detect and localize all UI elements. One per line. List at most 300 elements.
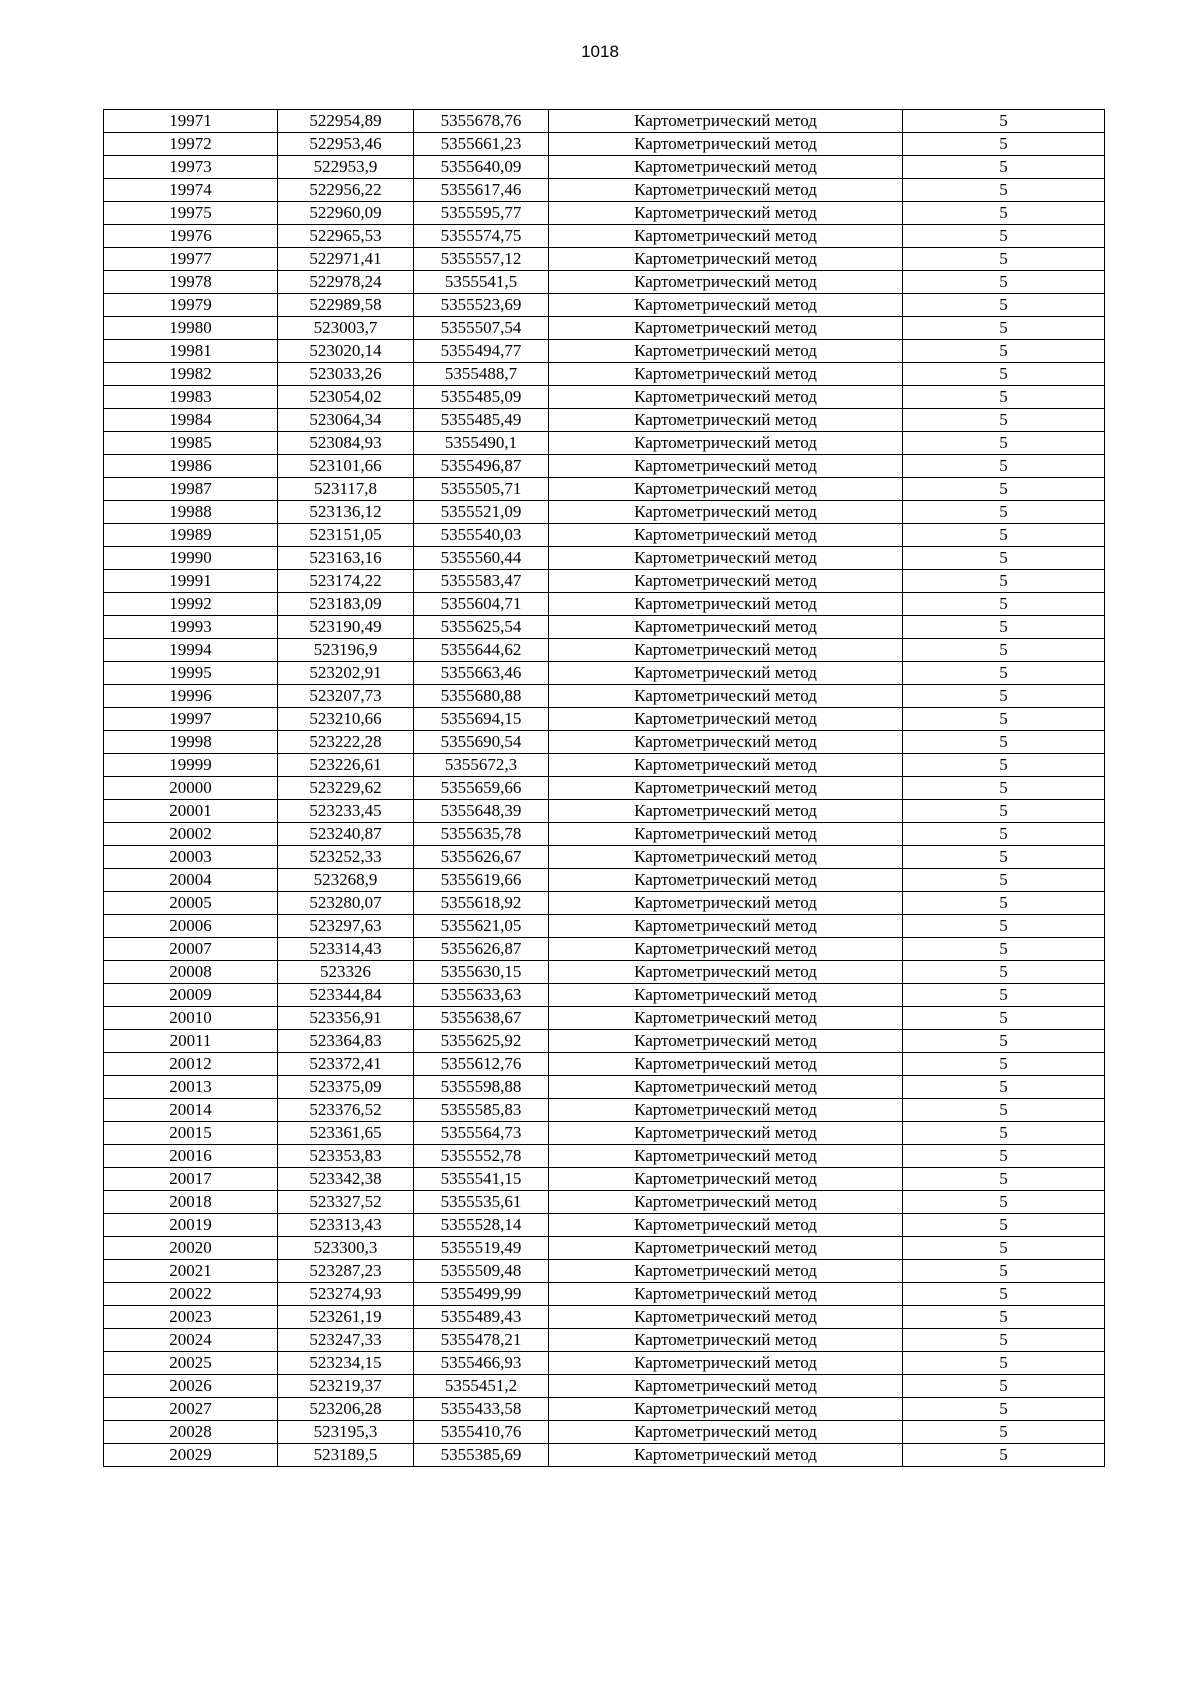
accuracy-cell: 5 bbox=[903, 1168, 1105, 1191]
x-coordinate-cell: 523280,07 bbox=[278, 892, 414, 915]
method-cell: Картометрический метод bbox=[549, 455, 903, 478]
x-coordinate-cell: 523353,83 bbox=[278, 1145, 414, 1168]
y-coordinate-cell: 5355638,67 bbox=[414, 1007, 549, 1030]
y-coordinate-cell: 5355564,73 bbox=[414, 1122, 549, 1145]
x-coordinate-cell: 523252,33 bbox=[278, 846, 414, 869]
table-row bbox=[104, 754, 1105, 777]
x-coordinate-cell: 523033,26 bbox=[278, 363, 414, 386]
point-number-cell: 19972 bbox=[104, 133, 278, 156]
point-number-cell: 20017 bbox=[104, 1168, 278, 1191]
accuracy-cell: 5 bbox=[903, 639, 1105, 662]
x-coordinate-cell: 523202,91 bbox=[278, 662, 414, 685]
y-coordinate-cell: 5355557,12 bbox=[414, 248, 549, 271]
x-coordinate-cell: 523226,61 bbox=[278, 754, 414, 777]
table-row bbox=[104, 800, 1105, 823]
x-coordinate-cell: 523206,28 bbox=[278, 1398, 414, 1421]
y-coordinate-cell: 5355694,15 bbox=[414, 708, 549, 731]
method-cell: Картометрический метод bbox=[549, 1329, 903, 1352]
accuracy-cell: 5 bbox=[903, 1076, 1105, 1099]
accuracy-cell: 5 bbox=[903, 915, 1105, 938]
x-coordinate-cell: 523003,7 bbox=[278, 317, 414, 340]
point-number-cell: 20026 bbox=[104, 1375, 278, 1398]
table-row bbox=[104, 271, 1105, 294]
x-coordinate-cell: 522953,9 bbox=[278, 156, 414, 179]
point-number-cell: 20022 bbox=[104, 1283, 278, 1306]
accuracy-cell: 5 bbox=[903, 961, 1105, 984]
point-number-cell: 20024 bbox=[104, 1329, 278, 1352]
accuracy-cell: 5 bbox=[903, 110, 1105, 133]
y-coordinate-cell: 5355496,87 bbox=[414, 455, 549, 478]
point-number-cell: 19992 bbox=[104, 593, 278, 616]
table-row bbox=[104, 501, 1105, 524]
method-cell: Картометрический метод bbox=[549, 248, 903, 271]
method-cell: Картометрический метод bbox=[549, 662, 903, 685]
accuracy-cell: 5 bbox=[903, 570, 1105, 593]
y-coordinate-cell: 5355583,47 bbox=[414, 570, 549, 593]
y-coordinate-cell: 5355535,61 bbox=[414, 1191, 549, 1214]
accuracy-cell: 5 bbox=[903, 1329, 1105, 1352]
y-coordinate-cell: 5355672,3 bbox=[414, 754, 549, 777]
accuracy-cell: 5 bbox=[903, 1421, 1105, 1444]
table-row bbox=[104, 524, 1105, 547]
y-coordinate-cell: 5355630,15 bbox=[414, 961, 549, 984]
method-cell: Картометрический метод bbox=[549, 478, 903, 501]
accuracy-cell: 5 bbox=[903, 133, 1105, 156]
x-coordinate-cell: 523189,5 bbox=[278, 1444, 414, 1467]
x-coordinate-cell: 522954,89 bbox=[278, 110, 414, 133]
table-row bbox=[104, 1421, 1105, 1444]
x-coordinate-cell: 523344,84 bbox=[278, 984, 414, 1007]
accuracy-cell: 5 bbox=[903, 225, 1105, 248]
method-cell: Картометрический метод bbox=[549, 1030, 903, 1053]
accuracy-cell: 5 bbox=[903, 340, 1105, 363]
point-number-cell: 19980 bbox=[104, 317, 278, 340]
x-coordinate-cell: 522978,24 bbox=[278, 271, 414, 294]
y-coordinate-cell: 5355490,1 bbox=[414, 432, 549, 455]
accuracy-cell: 5 bbox=[903, 892, 1105, 915]
x-coordinate-cell: 523117,8 bbox=[278, 478, 414, 501]
x-coordinate-cell: 523314,43 bbox=[278, 938, 414, 961]
x-coordinate-cell: 522965,53 bbox=[278, 225, 414, 248]
accuracy-cell: 5 bbox=[903, 386, 1105, 409]
x-coordinate-cell: 523101,66 bbox=[278, 455, 414, 478]
accuracy-cell: 5 bbox=[903, 1122, 1105, 1145]
x-coordinate-cell: 522953,46 bbox=[278, 133, 414, 156]
table-row bbox=[104, 892, 1105, 915]
accuracy-cell: 5 bbox=[903, 754, 1105, 777]
x-coordinate-cell: 523196,9 bbox=[278, 639, 414, 662]
point-number-cell: 19998 bbox=[104, 731, 278, 754]
method-cell: Картометрический метод bbox=[549, 570, 903, 593]
table-row bbox=[104, 616, 1105, 639]
accuracy-cell: 5 bbox=[903, 547, 1105, 570]
y-coordinate-cell: 5355618,92 bbox=[414, 892, 549, 915]
table-row bbox=[104, 1168, 1105, 1191]
point-number-cell: 20010 bbox=[104, 1007, 278, 1030]
x-coordinate-cell: 523219,37 bbox=[278, 1375, 414, 1398]
accuracy-cell: 5 bbox=[903, 731, 1105, 754]
x-coordinate-cell: 523261,19 bbox=[278, 1306, 414, 1329]
point-number-cell: 19995 bbox=[104, 662, 278, 685]
x-coordinate-cell: 523364,83 bbox=[278, 1030, 414, 1053]
accuracy-cell: 5 bbox=[903, 1099, 1105, 1122]
x-coordinate-cell: 523020,14 bbox=[278, 340, 414, 363]
accuracy-cell: 5 bbox=[903, 409, 1105, 432]
method-cell: Картометрический метод bbox=[549, 340, 903, 363]
y-coordinate-cell: 5355499,99 bbox=[414, 1283, 549, 1306]
table-row bbox=[104, 1191, 1105, 1214]
method-cell: Картометрический метод bbox=[549, 892, 903, 915]
point-number-cell: 20028 bbox=[104, 1421, 278, 1444]
y-coordinate-cell: 5355626,67 bbox=[414, 846, 549, 869]
table-row bbox=[104, 1099, 1105, 1122]
x-coordinate-cell: 523247,33 bbox=[278, 1329, 414, 1352]
point-number-cell: 19996 bbox=[104, 685, 278, 708]
accuracy-cell: 5 bbox=[903, 501, 1105, 524]
method-cell: Картометрический метод bbox=[549, 1099, 903, 1122]
point-number-cell: 20011 bbox=[104, 1030, 278, 1053]
method-cell: Картометрический метод bbox=[549, 294, 903, 317]
table-row bbox=[104, 777, 1105, 800]
method-cell: Картометрический метод bbox=[549, 869, 903, 892]
x-coordinate-cell: 523313,43 bbox=[278, 1214, 414, 1237]
accuracy-cell: 5 bbox=[903, 708, 1105, 731]
method-cell: Картометрический метод bbox=[549, 616, 903, 639]
method-cell: Картометрический метод bbox=[549, 1053, 903, 1076]
table-row bbox=[104, 938, 1105, 961]
point-number-cell: 20013 bbox=[104, 1076, 278, 1099]
x-coordinate-cell: 523207,73 bbox=[278, 685, 414, 708]
y-coordinate-cell: 5355617,46 bbox=[414, 179, 549, 202]
x-coordinate-cell: 523234,15 bbox=[278, 1352, 414, 1375]
point-number-cell: 20020 bbox=[104, 1237, 278, 1260]
table-row bbox=[104, 639, 1105, 662]
x-coordinate-cell: 523300,3 bbox=[278, 1237, 414, 1260]
table-row bbox=[104, 846, 1105, 869]
method-cell: Картометрический метод bbox=[549, 386, 903, 409]
y-coordinate-cell: 5355521,09 bbox=[414, 501, 549, 524]
point-number-cell: 20012 bbox=[104, 1053, 278, 1076]
accuracy-cell: 5 bbox=[903, 777, 1105, 800]
x-coordinate-cell: 523274,93 bbox=[278, 1283, 414, 1306]
method-cell: Картометрический метод bbox=[549, 1398, 903, 1421]
method-cell: Картометрический метод bbox=[549, 317, 903, 340]
accuracy-cell: 5 bbox=[903, 938, 1105, 961]
method-cell: Картометрический метод bbox=[549, 938, 903, 961]
y-coordinate-cell: 5355595,77 bbox=[414, 202, 549, 225]
accuracy-cell: 5 bbox=[903, 685, 1105, 708]
table-row bbox=[104, 1306, 1105, 1329]
y-coordinate-cell: 5355541,5 bbox=[414, 271, 549, 294]
point-number-cell: 19987 bbox=[104, 478, 278, 501]
table-row bbox=[104, 915, 1105, 938]
x-coordinate-cell: 523210,66 bbox=[278, 708, 414, 731]
point-number-cell: 19999 bbox=[104, 754, 278, 777]
accuracy-cell: 5 bbox=[903, 478, 1105, 501]
point-number-cell: 20027 bbox=[104, 1398, 278, 1421]
point-number-cell: 20003 bbox=[104, 846, 278, 869]
x-coordinate-cell: 523375,09 bbox=[278, 1076, 414, 1099]
table-row bbox=[104, 225, 1105, 248]
table-row bbox=[104, 731, 1105, 754]
x-coordinate-cell: 522989,58 bbox=[278, 294, 414, 317]
accuracy-cell: 5 bbox=[903, 846, 1105, 869]
table-row bbox=[104, 685, 1105, 708]
method-cell: Картометрический метод bbox=[549, 1145, 903, 1168]
method-cell: Картометрический метод bbox=[549, 547, 903, 570]
y-coordinate-cell: 5355519,49 bbox=[414, 1237, 549, 1260]
point-number-cell: 20008 bbox=[104, 961, 278, 984]
table-row bbox=[104, 869, 1105, 892]
accuracy-cell: 5 bbox=[903, 179, 1105, 202]
x-coordinate-cell: 523297,63 bbox=[278, 915, 414, 938]
method-cell: Картометрический метод bbox=[549, 708, 903, 731]
method-cell: Картометрический метод bbox=[549, 271, 903, 294]
method-cell: Картометрический метод bbox=[549, 1214, 903, 1237]
x-coordinate-cell: 523342,38 bbox=[278, 1168, 414, 1191]
accuracy-cell: 5 bbox=[903, 1191, 1105, 1214]
table-row bbox=[104, 1053, 1105, 1076]
method-cell: Картометрический метод bbox=[549, 685, 903, 708]
x-coordinate-cell: 523233,45 bbox=[278, 800, 414, 823]
accuracy-cell: 5 bbox=[903, 1260, 1105, 1283]
y-coordinate-cell: 5355625,54 bbox=[414, 616, 549, 639]
accuracy-cell: 5 bbox=[903, 1030, 1105, 1053]
page-number: 1018 bbox=[581, 42, 619, 61]
method-cell: Картометрический метод bbox=[549, 363, 903, 386]
method-cell: Картометрический метод bbox=[549, 1283, 903, 1306]
x-coordinate-cell: 522956,22 bbox=[278, 179, 414, 202]
accuracy-cell: 5 bbox=[903, 363, 1105, 386]
y-coordinate-cell: 5355485,49 bbox=[414, 409, 549, 432]
method-cell: Картометрический метод bbox=[549, 823, 903, 846]
x-coordinate-cell: 523064,34 bbox=[278, 409, 414, 432]
point-number-cell: 19988 bbox=[104, 501, 278, 524]
y-coordinate-cell: 5355466,93 bbox=[414, 1352, 549, 1375]
y-coordinate-cell: 5355574,75 bbox=[414, 225, 549, 248]
y-coordinate-cell: 5355505,71 bbox=[414, 478, 549, 501]
y-coordinate-cell: 5355680,88 bbox=[414, 685, 549, 708]
point-number-cell: 19986 bbox=[104, 455, 278, 478]
x-coordinate-cell: 523229,62 bbox=[278, 777, 414, 800]
method-cell: Картометрический метод bbox=[549, 524, 903, 547]
accuracy-cell: 5 bbox=[903, 271, 1105, 294]
y-coordinate-cell: 5355690,54 bbox=[414, 731, 549, 754]
method-cell: Картометрический метод bbox=[549, 777, 903, 800]
table-row bbox=[104, 1007, 1105, 1030]
method-cell: Картометрический метод bbox=[549, 1076, 903, 1099]
method-cell: Картометрический метод bbox=[549, 1007, 903, 1030]
y-coordinate-cell: 5355433,58 bbox=[414, 1398, 549, 1421]
point-number-cell: 19984 bbox=[104, 409, 278, 432]
method-cell: Картометрический метод bbox=[549, 110, 903, 133]
accuracy-cell: 5 bbox=[903, 616, 1105, 639]
y-coordinate-cell: 5355494,77 bbox=[414, 340, 549, 363]
method-cell: Картометрический метод bbox=[549, 731, 903, 754]
accuracy-cell: 5 bbox=[903, 1237, 1105, 1260]
y-coordinate-cell: 5355478,21 bbox=[414, 1329, 549, 1352]
accuracy-cell: 5 bbox=[903, 1306, 1105, 1329]
point-number-cell: 19981 bbox=[104, 340, 278, 363]
accuracy-cell: 5 bbox=[903, 1352, 1105, 1375]
table-row bbox=[104, 1283, 1105, 1306]
point-number-cell: 20019 bbox=[104, 1214, 278, 1237]
x-coordinate-cell: 523190,49 bbox=[278, 616, 414, 639]
x-coordinate-cell: 523054,02 bbox=[278, 386, 414, 409]
accuracy-cell: 5 bbox=[903, 524, 1105, 547]
point-number-cell: 19994 bbox=[104, 639, 278, 662]
accuracy-cell: 5 bbox=[903, 248, 1105, 271]
y-coordinate-cell: 5355640,09 bbox=[414, 156, 549, 179]
y-coordinate-cell: 5355648,39 bbox=[414, 800, 549, 823]
x-coordinate-cell: 523174,22 bbox=[278, 570, 414, 593]
point-number-cell: 20023 bbox=[104, 1306, 278, 1329]
method-cell: Картометрический метод bbox=[549, 800, 903, 823]
x-coordinate-cell: 523327,52 bbox=[278, 1191, 414, 1214]
x-coordinate-cell: 523240,87 bbox=[278, 823, 414, 846]
y-coordinate-cell: 5355488,7 bbox=[414, 363, 549, 386]
table-row bbox=[104, 248, 1105, 271]
point-number-cell: 20029 bbox=[104, 1444, 278, 1467]
y-coordinate-cell: 5355612,76 bbox=[414, 1053, 549, 1076]
method-cell: Картометрический метод bbox=[549, 984, 903, 1007]
table-row bbox=[104, 708, 1105, 731]
accuracy-cell: 5 bbox=[903, 1444, 1105, 1467]
point-number-cell: 19977 bbox=[104, 248, 278, 271]
point-number-cell: 19983 bbox=[104, 386, 278, 409]
table-row bbox=[104, 1214, 1105, 1237]
accuracy-cell: 5 bbox=[903, 1398, 1105, 1421]
table-row bbox=[104, 1329, 1105, 1352]
table-row bbox=[104, 1122, 1105, 1145]
method-cell: Картометрический метод bbox=[549, 1260, 903, 1283]
table-row bbox=[104, 409, 1105, 432]
point-number-cell: 20001 bbox=[104, 800, 278, 823]
method-cell: Картометрический метод bbox=[549, 846, 903, 869]
method-cell: Картометрический метод bbox=[549, 1122, 903, 1145]
y-coordinate-cell: 5355585,83 bbox=[414, 1099, 549, 1122]
table-row bbox=[104, 386, 1105, 409]
method-cell: Картометрический метод bbox=[549, 409, 903, 432]
y-coordinate-cell: 5355507,54 bbox=[414, 317, 549, 340]
accuracy-cell: 5 bbox=[903, 1145, 1105, 1168]
y-coordinate-cell: 5355625,92 bbox=[414, 1030, 549, 1053]
x-coordinate-cell: 523268,9 bbox=[278, 869, 414, 892]
accuracy-cell: 5 bbox=[903, 1375, 1105, 1398]
table-row bbox=[104, 1260, 1105, 1283]
table-row bbox=[104, 110, 1105, 133]
method-cell: Картометрический метод bbox=[549, 501, 903, 524]
accuracy-cell: 5 bbox=[903, 984, 1105, 1007]
point-number-cell: 20000 bbox=[104, 777, 278, 800]
accuracy-cell: 5 bbox=[903, 455, 1105, 478]
y-coordinate-cell: 5355635,78 bbox=[414, 823, 549, 846]
point-number-cell: 20009 bbox=[104, 984, 278, 1007]
accuracy-cell: 5 bbox=[903, 1007, 1105, 1030]
table-row bbox=[104, 294, 1105, 317]
y-coordinate-cell: 5355626,87 bbox=[414, 938, 549, 961]
y-coordinate-cell: 5355678,76 bbox=[414, 110, 549, 133]
method-cell: Картометрический метод bbox=[549, 961, 903, 984]
table-row bbox=[104, 1444, 1105, 1467]
table-row bbox=[104, 363, 1105, 386]
method-cell: Картометрический метод bbox=[549, 202, 903, 225]
point-number-cell: 20016 bbox=[104, 1145, 278, 1168]
method-cell: Картометрический метод bbox=[549, 156, 903, 179]
y-coordinate-cell: 5355604,71 bbox=[414, 593, 549, 616]
table-row bbox=[104, 133, 1105, 156]
y-coordinate-cell: 5355633,63 bbox=[414, 984, 549, 1007]
point-number-cell: 20006 bbox=[104, 915, 278, 938]
point-number-cell: 20015 bbox=[104, 1122, 278, 1145]
point-number-cell: 19976 bbox=[104, 225, 278, 248]
y-coordinate-cell: 5355410,76 bbox=[414, 1421, 549, 1444]
table-row bbox=[104, 455, 1105, 478]
table-row bbox=[104, 317, 1105, 340]
point-number-cell: 20004 bbox=[104, 869, 278, 892]
table-row bbox=[104, 1237, 1105, 1260]
y-coordinate-cell: 5355541,15 bbox=[414, 1168, 549, 1191]
point-number-cell: 19989 bbox=[104, 524, 278, 547]
y-coordinate-cell: 5355598,88 bbox=[414, 1076, 549, 1099]
table-row bbox=[104, 1398, 1105, 1421]
x-coordinate-cell: 523136,12 bbox=[278, 501, 414, 524]
table-row bbox=[104, 156, 1105, 179]
table-row bbox=[104, 179, 1105, 202]
x-coordinate-cell: 522971,41 bbox=[278, 248, 414, 271]
y-coordinate-cell: 5355451,2 bbox=[414, 1375, 549, 1398]
accuracy-cell: 5 bbox=[903, 202, 1105, 225]
point-number-cell: 19982 bbox=[104, 363, 278, 386]
method-cell: Картометрический метод bbox=[549, 1421, 903, 1444]
accuracy-cell: 5 bbox=[903, 662, 1105, 685]
table-row bbox=[104, 1076, 1105, 1099]
x-coordinate-cell: 523195,3 bbox=[278, 1421, 414, 1444]
coordinates-table bbox=[103, 109, 1105, 1467]
method-cell: Картометрический метод bbox=[549, 179, 903, 202]
table-row bbox=[104, 1145, 1105, 1168]
x-coordinate-cell: 522960,09 bbox=[278, 202, 414, 225]
method-cell: Картометрический метод bbox=[549, 593, 903, 616]
y-coordinate-cell: 5355509,48 bbox=[414, 1260, 549, 1283]
method-cell: Картометрический метод bbox=[549, 915, 903, 938]
accuracy-cell: 5 bbox=[903, 823, 1105, 846]
table-row bbox=[104, 1352, 1105, 1375]
method-cell: Картометрический метод bbox=[549, 1352, 903, 1375]
method-cell: Картометрический метод bbox=[549, 1306, 903, 1329]
table-row bbox=[104, 432, 1105, 455]
x-coordinate-cell: 523361,65 bbox=[278, 1122, 414, 1145]
accuracy-cell: 5 bbox=[903, 869, 1105, 892]
method-cell: Картометрический метод bbox=[549, 639, 903, 662]
point-number-cell: 20025 bbox=[104, 1352, 278, 1375]
method-cell: Картометрический метод bbox=[549, 1237, 903, 1260]
y-coordinate-cell: 5355560,44 bbox=[414, 547, 549, 570]
accuracy-cell: 5 bbox=[903, 317, 1105, 340]
point-number-cell: 20018 bbox=[104, 1191, 278, 1214]
table-row bbox=[104, 340, 1105, 363]
method-cell: Картометрический метод bbox=[549, 1375, 903, 1398]
y-coordinate-cell: 5355659,66 bbox=[414, 777, 549, 800]
table-row bbox=[104, 478, 1105, 501]
accuracy-cell: 5 bbox=[903, 156, 1105, 179]
point-number-cell: 19973 bbox=[104, 156, 278, 179]
point-number-cell: 20021 bbox=[104, 1260, 278, 1283]
y-coordinate-cell: 5355619,66 bbox=[414, 869, 549, 892]
y-coordinate-cell: 5355489,43 bbox=[414, 1306, 549, 1329]
point-number-cell: 19997 bbox=[104, 708, 278, 731]
coordinates-table-body bbox=[104, 110, 1105, 1467]
